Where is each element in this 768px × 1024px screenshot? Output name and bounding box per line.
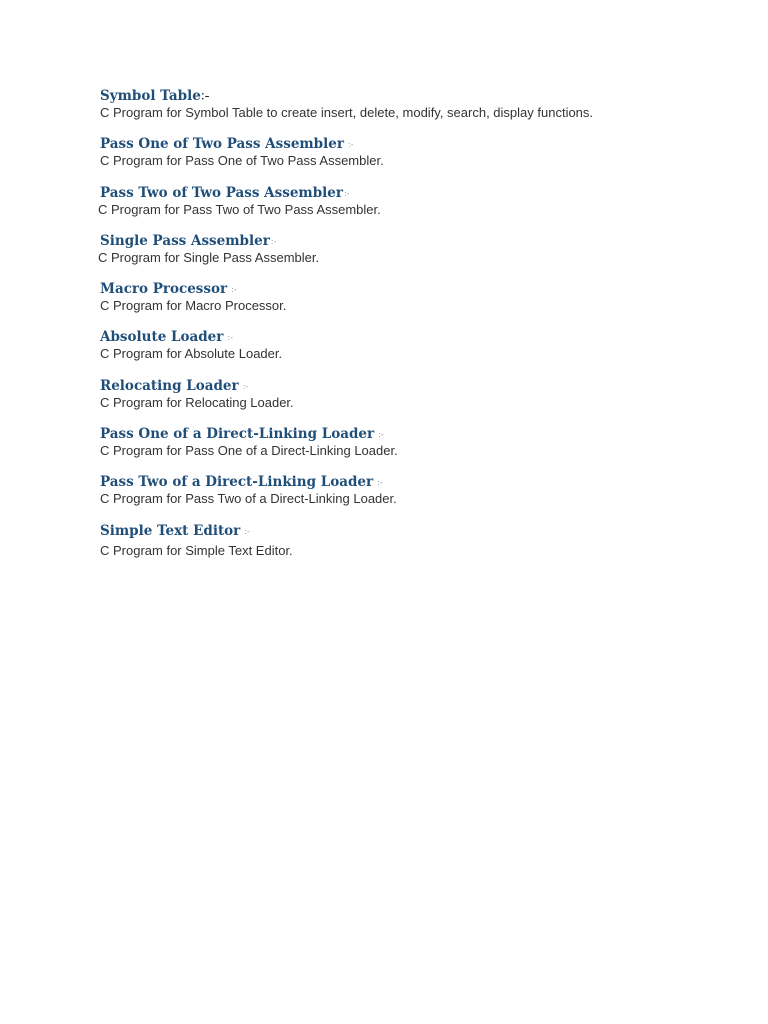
- entry-description: C Program for Absolute Loader.: [100, 345, 283, 361]
- entry-pass-one-two-pass-assembler: [100, 136, 720, 168]
- entry-description: C Program for Symbol Table to create insert, delete, modify, search, display functions.: [100, 104, 594, 120]
- entry-simple-text-editor: [100, 523, 720, 558]
- title-separator: :-: [227, 332, 233, 342]
- entry-description: C Program for Simple Text Editor.: [100, 542, 293, 558]
- entry-description: C Program for Macro Processor.: [100, 297, 287, 313]
- entry-title: Simple Text Editor: [100, 523, 241, 539]
- title-separator: :-: [231, 284, 237, 294]
- entry-description: C Program for Pass Two of a Direct-Linking Loader.: [100, 490, 397, 506]
- entry-title-line: [100, 523, 720, 540]
- entry-title-line: [100, 233, 720, 250]
- entry-description: C Program for Relocating Loader.: [100, 394, 294, 410]
- entry-relocating-loader: [100, 378, 720, 410]
- entry-title-line: [100, 378, 720, 395]
- entry-description: C Program for Pass One of Two Pass Assembler.: [100, 152, 384, 168]
- entry-description: C Program for Pass One of a Direct-Linking Loader.: [100, 442, 398, 458]
- title-separator: :-: [242, 381, 249, 391]
- entry-title: Absolute Loader: [100, 329, 224, 345]
- entry-absolute-loader: [100, 329, 720, 361]
- entry-macro-processor: [100, 281, 720, 313]
- entry-single-pass-assembler: [100, 233, 720, 265]
- entry-title: Macro Processor: [100, 281, 228, 297]
- entry-pass-two-direct-linking-loader: [100, 474, 720, 506]
- title-separator: :-: [270, 236, 277, 246]
- title-separator: :-: [200, 88, 210, 104]
- title-separator: :-: [377, 477, 383, 487]
- entry-description: C Program for Pass Two of Two Pass Assembler.: [98, 201, 381, 217]
- entry-title: Pass One of a Direct-Linking Loader: [100, 426, 375, 442]
- entry-title-line: [100, 426, 720, 443]
- entry-title-line: [100, 185, 720, 202]
- entry-title: Single Pass Assembler: [100, 233, 270, 249]
- entry-pass-two-two-pass-assembler: [100, 185, 720, 217]
- title-separator: :-: [378, 429, 384, 439]
- entry-description: C Program for Single Pass Assembler.: [98, 249, 320, 265]
- entry-title: Symbol Table: [100, 88, 201, 104]
- entry-title: Pass Two of Two Pass Assembler: [100, 185, 343, 201]
- entry-title-line: [100, 474, 720, 491]
- entry-title-line: [100, 88, 720, 105]
- entry-title-line: [100, 329, 720, 346]
- title-separator: :-: [343, 188, 350, 198]
- entry-title: Pass Two of a Direct-Linking Loader: [100, 474, 374, 490]
- entry-symbol-table: [100, 88, 720, 120]
- entry-title-line: [100, 281, 720, 298]
- entry-title: Pass One of Two Pass Assembler: [100, 136, 344, 152]
- title-separator: :-: [244, 526, 250, 536]
- title-separator: :-: [347, 139, 354, 149]
- entry-title-line: [100, 136, 720, 153]
- entry-pass-one-direct-linking-loader: [100, 426, 720, 458]
- entry-title: Relocating Loader: [100, 378, 239, 394]
